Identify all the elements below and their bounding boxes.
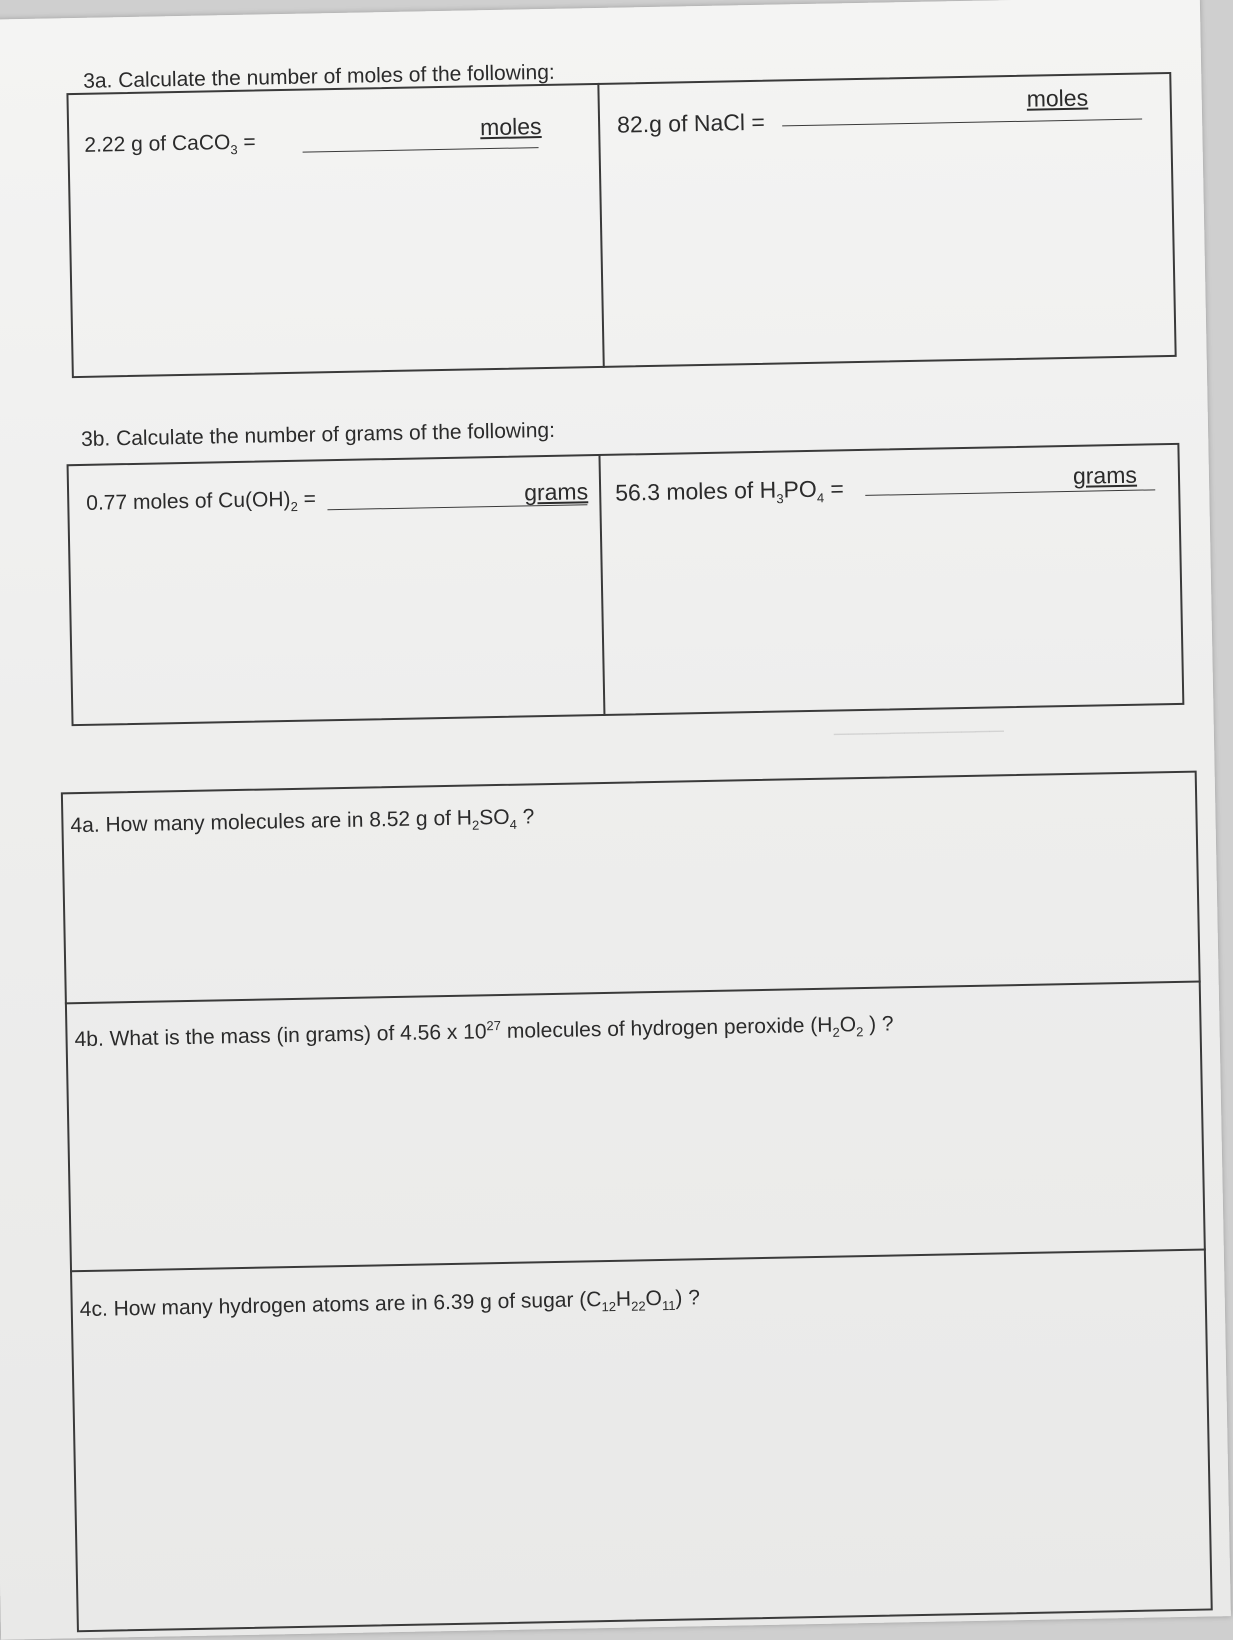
question-4c: 4c. How many hydrogen atoms are in 6.39 g of sugar $(C_{12}H_{22}O_{11})$ ? [79,1286,701,1322]
section-3a-item1-label: 2.22 g of CaCO$_3$ = [84,130,256,158]
section-3a-heading: 3a. Calculate the number of moles of the following: [82,60,555,93]
section-3a-item2-unit: moles [1026,84,1089,112]
question-4b: 4b. What is the mass (in grams) of 4.56 x $10^{27}$ molecules of hydrogen peroxide ($H_2O_2$ ) ? [74,1012,894,1052]
question-4a: 4a. How many molecules are in 8.52 g of $H_2SO_4$ ? [70,805,535,838]
section-3b-item1-label: 0.77 moles of $Cu(OH)_2$ = [86,487,317,515]
section-3b-item2-unit: grams [1072,461,1138,489]
section-3b-item1-unit: grams [523,478,589,506]
bleed-through-text: ──────────── [833,720,1005,746]
section-3b-heading: 3b. Calculate the number of grams of the following: [80,418,556,451]
section-3a-item1-unit: moles [479,113,542,141]
section-3b-item2-label: 56.3 moles of $H_3PO_4$ = [614,475,845,507]
section-3a-item2-label: 82.g of NaCl = [616,108,766,138]
section-4-answer-box [61,771,1213,1633]
